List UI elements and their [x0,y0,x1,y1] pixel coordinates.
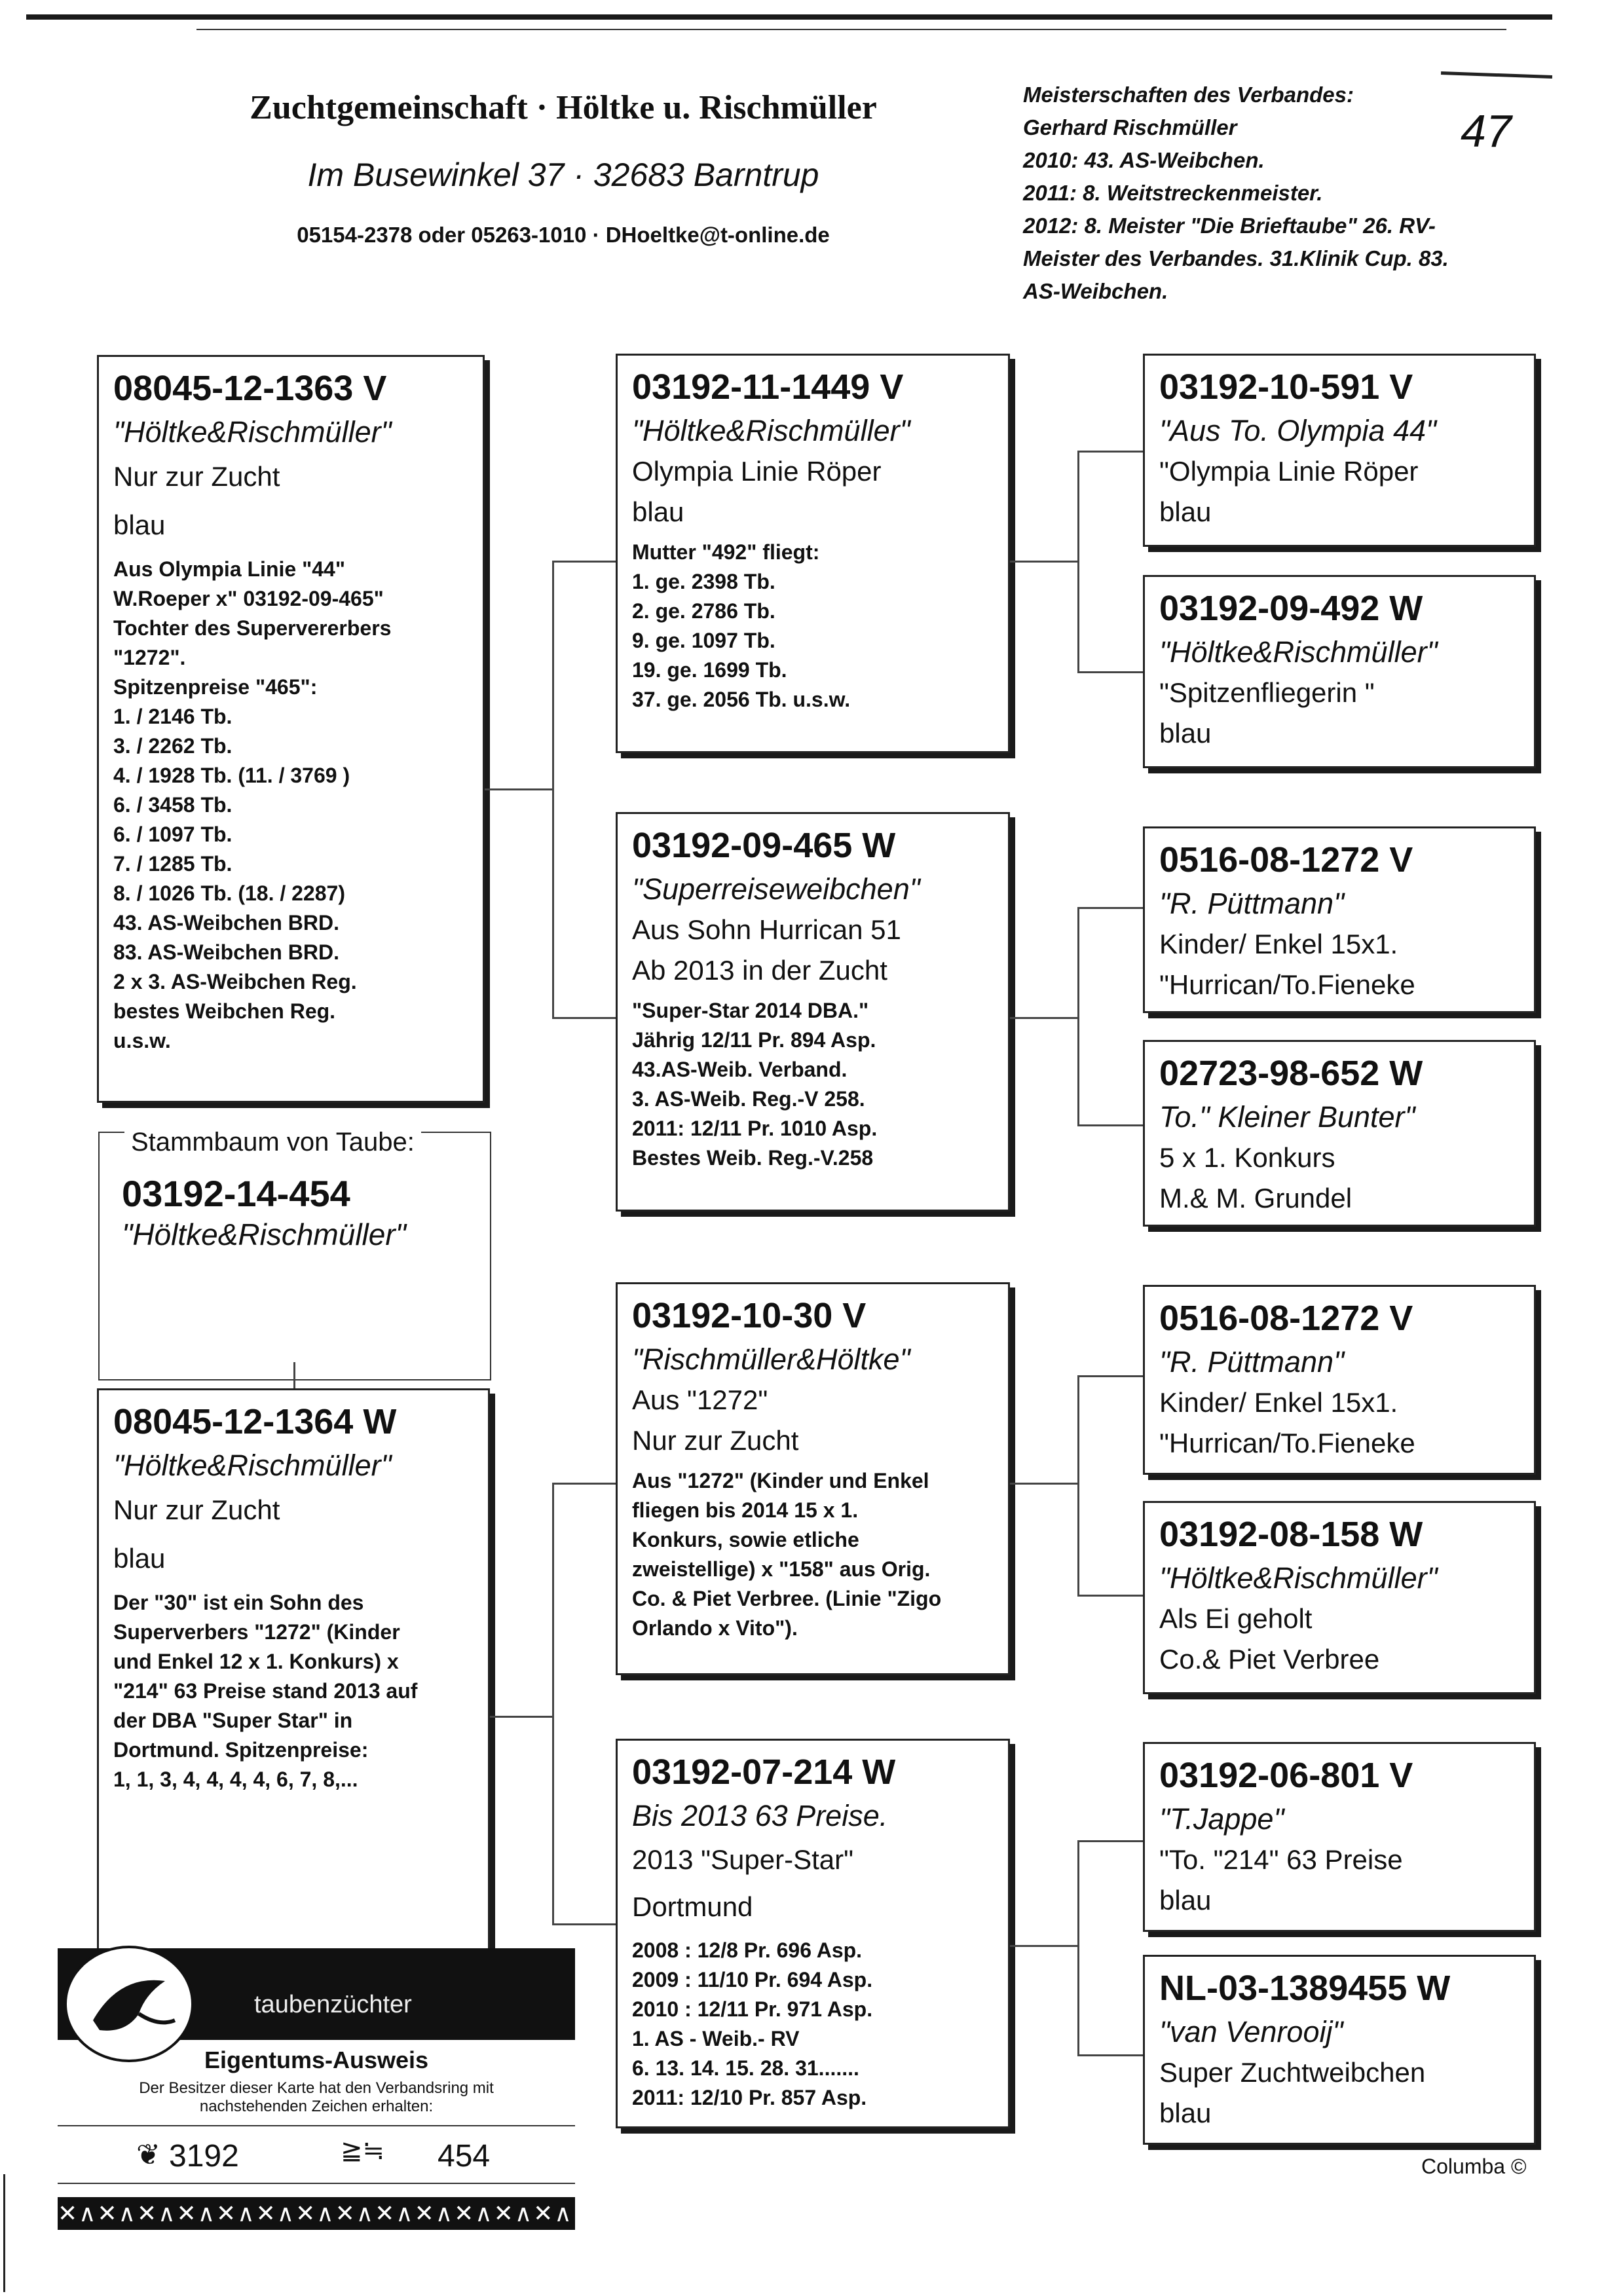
mother-line: blau [113,1543,166,1574]
meister-line: 2010: 43. AS-Weibchen. [1023,148,1265,172]
meister-line: 2011: 8. Weitstreckenmeister. [1023,181,1323,205]
gp-note: 6. 13. 14. 15. 28. 31....... [632,2056,859,2080]
mother-note: Superverbers "1272" (Kinder [113,1620,400,1644]
mother-note: 1, 1, 3, 4, 4, 4, 4, 6, 7, 8,... [113,1768,358,1791]
connector [1077,451,1079,673]
father-note: Tochter des Supervererbers [113,616,392,640]
ggp-box [1143,1285,1536,1475]
ggp-ring: 03192-10-591 V [1159,367,1413,407]
top-rule [26,14,1552,20]
connector [552,1923,618,1925]
gp-note: 2011: 12/10 Pr. 857 Asp. [632,2086,867,2109]
ggp-ring: NL-03-1389455 W [1159,1969,1451,2008]
mother-notes [113,1588,474,1794]
gp-note: Konkurs, sowie etliche [632,1528,859,1551]
stammbaum-connector [293,1362,295,1388]
gp-note: 9. ge. 1097 Tb. [632,629,775,652]
connector [1077,1840,1143,1842]
gp-name: "Superreiseweibchen" [632,872,920,906]
card-text: Der Besitzer dieser Karte hat den Verbandsring mit nachstehenden Zeichen erhalten: [139,2079,494,2115]
ggp-line: "Spitzenfliegerin " [1159,677,1375,708]
gp-note: 19. ge. 1699 Tb. [632,658,787,682]
connector [1077,2054,1143,2056]
gp-note: 2008 : 12/8 Pr. 696 Asp. [632,1938,863,1962]
father-note: 4. / 1928 Tb. (11. / 3769 ) [113,764,350,787]
connector [1077,1375,1079,1597]
gp-ring: 03192-09-465 W [632,826,896,865]
grandmother-maternal-box [616,1739,1010,2128]
gp-line: Ab 2013 in der Zucht [632,955,887,986]
ggp-line: M.& M. Grundel [1159,1183,1352,1213]
gp-note: 1. ge. 2398 Tb. [632,570,775,593]
ggp-box [1143,1040,1536,1227]
stammbaum-ring: 03192-14-454 [122,1173,350,1214]
mother-name: "Höltke&Rischmüller" [113,1449,392,1482]
ggp-line: "Hurrican/To.Fieneke [1159,969,1415,1000]
gp-note: 43.AS-Weib. Verband. [632,1058,848,1081]
stammbaum-name: "Höltke&Rischmüller" [122,1217,406,1251]
father-note: Aus Olympia Linie "44" [113,557,345,581]
ggp-name: "Höltke&Rischmüller" [1159,1561,1438,1595]
pigeon-logo-icon [64,1946,194,2062]
card-ring-prefix: 3192 [169,2139,239,2174]
ggp-name: "Höltke&Rischmüller" [1159,635,1438,669]
ggp-name: "T.Jappe" [1159,1802,1284,1836]
father-note: 1. / 2146 Tb. [113,705,233,728]
gp-line: Nur zur Zucht [632,1425,799,1456]
gp-note: 37. ge. 2056 Tb. u.s.w. [632,688,851,711]
ggp-box [1143,354,1536,547]
gp-note: Mutter "492" fliegt: [632,540,820,564]
ggp-ring: 0516-08-1272 V [1159,840,1413,880]
gp-note: 2010 : 12/11 Pr. 971 Asp. [632,1997,873,2021]
gp-notes [632,1936,994,2113]
father-note: 43. AS-Weibchen BRD. [113,911,339,935]
scan-edge-mark [3,2174,5,2292]
father-note: 83. AS-Weibchen BRD. [113,940,339,964]
mother-ring: 08045-12-1364 W [113,1402,397,1441]
ggp-box [1143,826,1536,1013]
connector [552,1483,554,1925]
father-name: "Höltke&Rischmüller" [113,415,392,449]
gp-note: 2. ge. 2786 Tb. [632,599,775,623]
header-title: Zuchtgemeinschaft · Höltke u. Rischmüller [250,89,877,126]
gp-notes [632,996,994,1173]
father-note: "1272". [113,646,186,669]
connector [1077,451,1143,453]
gp-name: "Rischmüller&Höltke" [632,1342,910,1376]
gp-note: "Super-Star 2014 DBA." [632,999,869,1022]
gp-ring: 03192-10-30 V [632,1296,867,1335]
page-number: 47 [1461,105,1512,157]
father-ring: 08045-12-1363 V [113,369,387,408]
gp-note: Orlando x Vito"). [632,1616,798,1640]
card-ring-mid: ≧≒ [341,2136,385,2165]
connector [552,1017,618,1019]
connector [552,1483,618,1485]
father-line: blau [113,509,166,540]
father-note: 6. / 1097 Tb. [113,823,233,846]
ggp-ring: 02723-98-652 W [1159,1054,1423,1093]
connector [1010,1483,1079,1485]
gp-line: blau [632,496,684,527]
ggp-name: "R. Püttmann" [1159,887,1345,920]
father-note: bestes Weibchen Reg. [113,999,336,1023]
gp-note: zweistellige) x "158" aus Orig. [632,1557,931,1581]
meister-line: Meisterschaften des Verbandes: [1023,83,1354,107]
father-note: 8. / 1026 Tb. (18. / 2287) [113,881,345,905]
top-rule-thin [196,29,1506,30]
father-box [97,355,485,1103]
gp-note: Jährig 12/11 Pr. 894 Asp. [632,1028,876,1052]
header-contact: 05154-2378 oder 05263-1010 · DHoeltke@t-online.de [297,223,830,247]
stammbaum-label: Stammbaum von Taube: [124,1128,421,1157]
father-note: 2 x 3. AS-Weibchen Reg. [113,970,357,993]
father-note: 7. / 1285 Tb. [113,852,233,876]
ggp-box [1143,1501,1536,1694]
pigeon-small-icon: ❦ [136,2139,160,2171]
father-note: 3. / 2262 Tb. [113,734,233,758]
ggp-ring: 03192-08-158 W [1159,1515,1423,1554]
gp-note: 2011: 12/11 Pr. 1010 Asp. [632,1117,878,1140]
grandmother-paternal-box [616,812,1010,1212]
ggp-line: blau [1159,718,1212,749]
gp-notes [632,538,994,714]
page-number-dash [1441,71,1552,79]
ggp-line: blau [1159,1885,1212,1916]
gp-note: Co. & Piet Verbree. (Linie "Zigo [632,1587,942,1610]
mother-note: Der "30" ist ein Sohn des [113,1591,364,1614]
grandfather-paternal-box [616,354,1010,753]
connector [1010,1017,1079,1019]
gp-ring: 03192-11-1449 V [632,367,904,407]
mother-note: der DBA "Super Star" in [113,1709,353,1732]
connector [1077,907,1079,1126]
father-note: W.Roeper x" 03192-09-465" [113,587,384,610]
gp-name: Bis 2013 63 Preise. [632,1799,888,1832]
gp-note: 1. AS - Weib.- RV [632,2027,800,2050]
meister-line: Meister des Verbandes. 31.Klinik Cup. 83. [1023,246,1449,270]
mother-note: und Enkel 12 x 1. Konkurs) x [113,1650,399,1673]
gp-note: 2009 : 11/10 Pr. 694 Asp. [632,1968,873,1991]
gp-note: 3. AS-Weib. Reg.-V 258. [632,1087,865,1111]
ownership-card [58,1948,634,2236]
meister-line: 2012: 8. Meister "Die Brieftaube" 26. RV- [1023,213,1436,238]
card-ring-number: 454 [438,2139,491,2174]
ggp-line: Co.& Piet Verbree [1159,1644,1380,1675]
stammbaum-frame [98,1132,491,1380]
connector [490,1716,553,1718]
connector [1077,1375,1143,1377]
father-note: u.s.w. [113,1029,171,1052]
connector [1010,1945,1079,1947]
card-ring-row [58,2125,575,2184]
gp-name: "Höltke&Rischmüller" [632,414,910,447]
gp-line: 2013 "Super-Star" [632,1844,854,1875]
ggp-name: "Aus To. Olympia 44" [1159,414,1436,447]
gp-notes [632,1466,994,1643]
connector [552,561,618,563]
grandfather-maternal-box [616,1282,1010,1675]
ggp-line: "Hurrican/To.Fieneke [1159,1428,1415,1458]
connector [1077,1124,1143,1126]
father-note: 6. / 3458 Tb. [113,793,233,817]
connector [1077,1595,1143,1597]
ggp-box [1143,1955,1536,2145]
gp-note: Aus "1272" (Kinder und Enkel [632,1469,929,1492]
footer-copyright: Columba © [1421,2155,1527,2178]
mother-note: "214" 63 Preise stand 2013 auf [113,1679,418,1703]
connector [1077,671,1143,673]
ggp-box [1143,1742,1536,1932]
ggp-line: blau [1159,496,1212,527]
header-address: Im Busewinkel 37 · 32683 Barntrup [307,157,819,193]
father-line: Nur zur Zucht [113,461,280,492]
ggp-line: Kinder/ Enkel 15x1. [1159,929,1398,959]
card-verband-text: taubenzüchter [254,1991,412,2018]
gp-line: Dortmund [632,1891,753,1922]
ggp-name: "van Venrooij" [1159,2015,1343,2048]
card-title: Eigentums-Ausweis [204,2046,429,2073]
gp-ring: 03192-07-214 W [632,1752,896,1792]
ggp-line: "To. "214" 63 Preise [1159,1844,1403,1875]
ggp-line: "Olympia Linie Röper [1159,456,1419,487]
connector [1010,561,1079,563]
gp-line: Aus "1272" [632,1384,768,1415]
ggp-ring: 03192-06-801 V [1159,1756,1413,1795]
gp-line: Olympia Linie Röper [632,456,882,487]
gp-note: Bestes Weib. Reg.-V.258 [632,1146,874,1170]
gp-note: fliegen bis 2014 15 x 1. [632,1498,859,1522]
connector [485,788,553,790]
meister-line: AS-Weibchen. [1023,279,1168,303]
mother-note: Dortmund. Spitzenpreise: [113,1738,369,1762]
meister-line: Gerhard Rischmüller [1023,115,1237,139]
card-pattern-band: ✕∧✕∧✕∧✕∧✕∧✕∧✕∧✕∧✕∧✕∧✕∧✕∧✕∧✕∧✕ [58,2197,575,2230]
connector [552,561,554,1019]
ggp-name: "R. Püttmann" [1159,1345,1345,1379]
father-note: Spitzenpreise "465": [113,675,318,699]
ggp-ring: 0516-08-1272 V [1159,1299,1413,1338]
father-notes [113,555,468,1056]
ggp-ring: 03192-09-492 W [1159,589,1423,628]
ggp-line: blau [1159,2098,1212,2128]
ggp-name: To." Kleiner Bunter" [1159,1100,1415,1134]
mother-box [97,1388,490,1952]
ggp-line: 5 x 1. Konkurs [1159,1142,1335,1173]
ggp-box [1143,575,1536,768]
ggp-line: Kinder/ Enkel 15x1. [1159,1387,1398,1418]
ggp-line: Super Zuchtweibchen [1159,2057,1426,2088]
ggp-line: Als Ei geholt [1159,1603,1313,1634]
connector [1077,1840,1079,2056]
connector [1077,907,1143,909]
gp-line: Aus Sohn Hurrican 51 [632,914,901,945]
mother-line: Nur zur Zucht [113,1494,280,1525]
